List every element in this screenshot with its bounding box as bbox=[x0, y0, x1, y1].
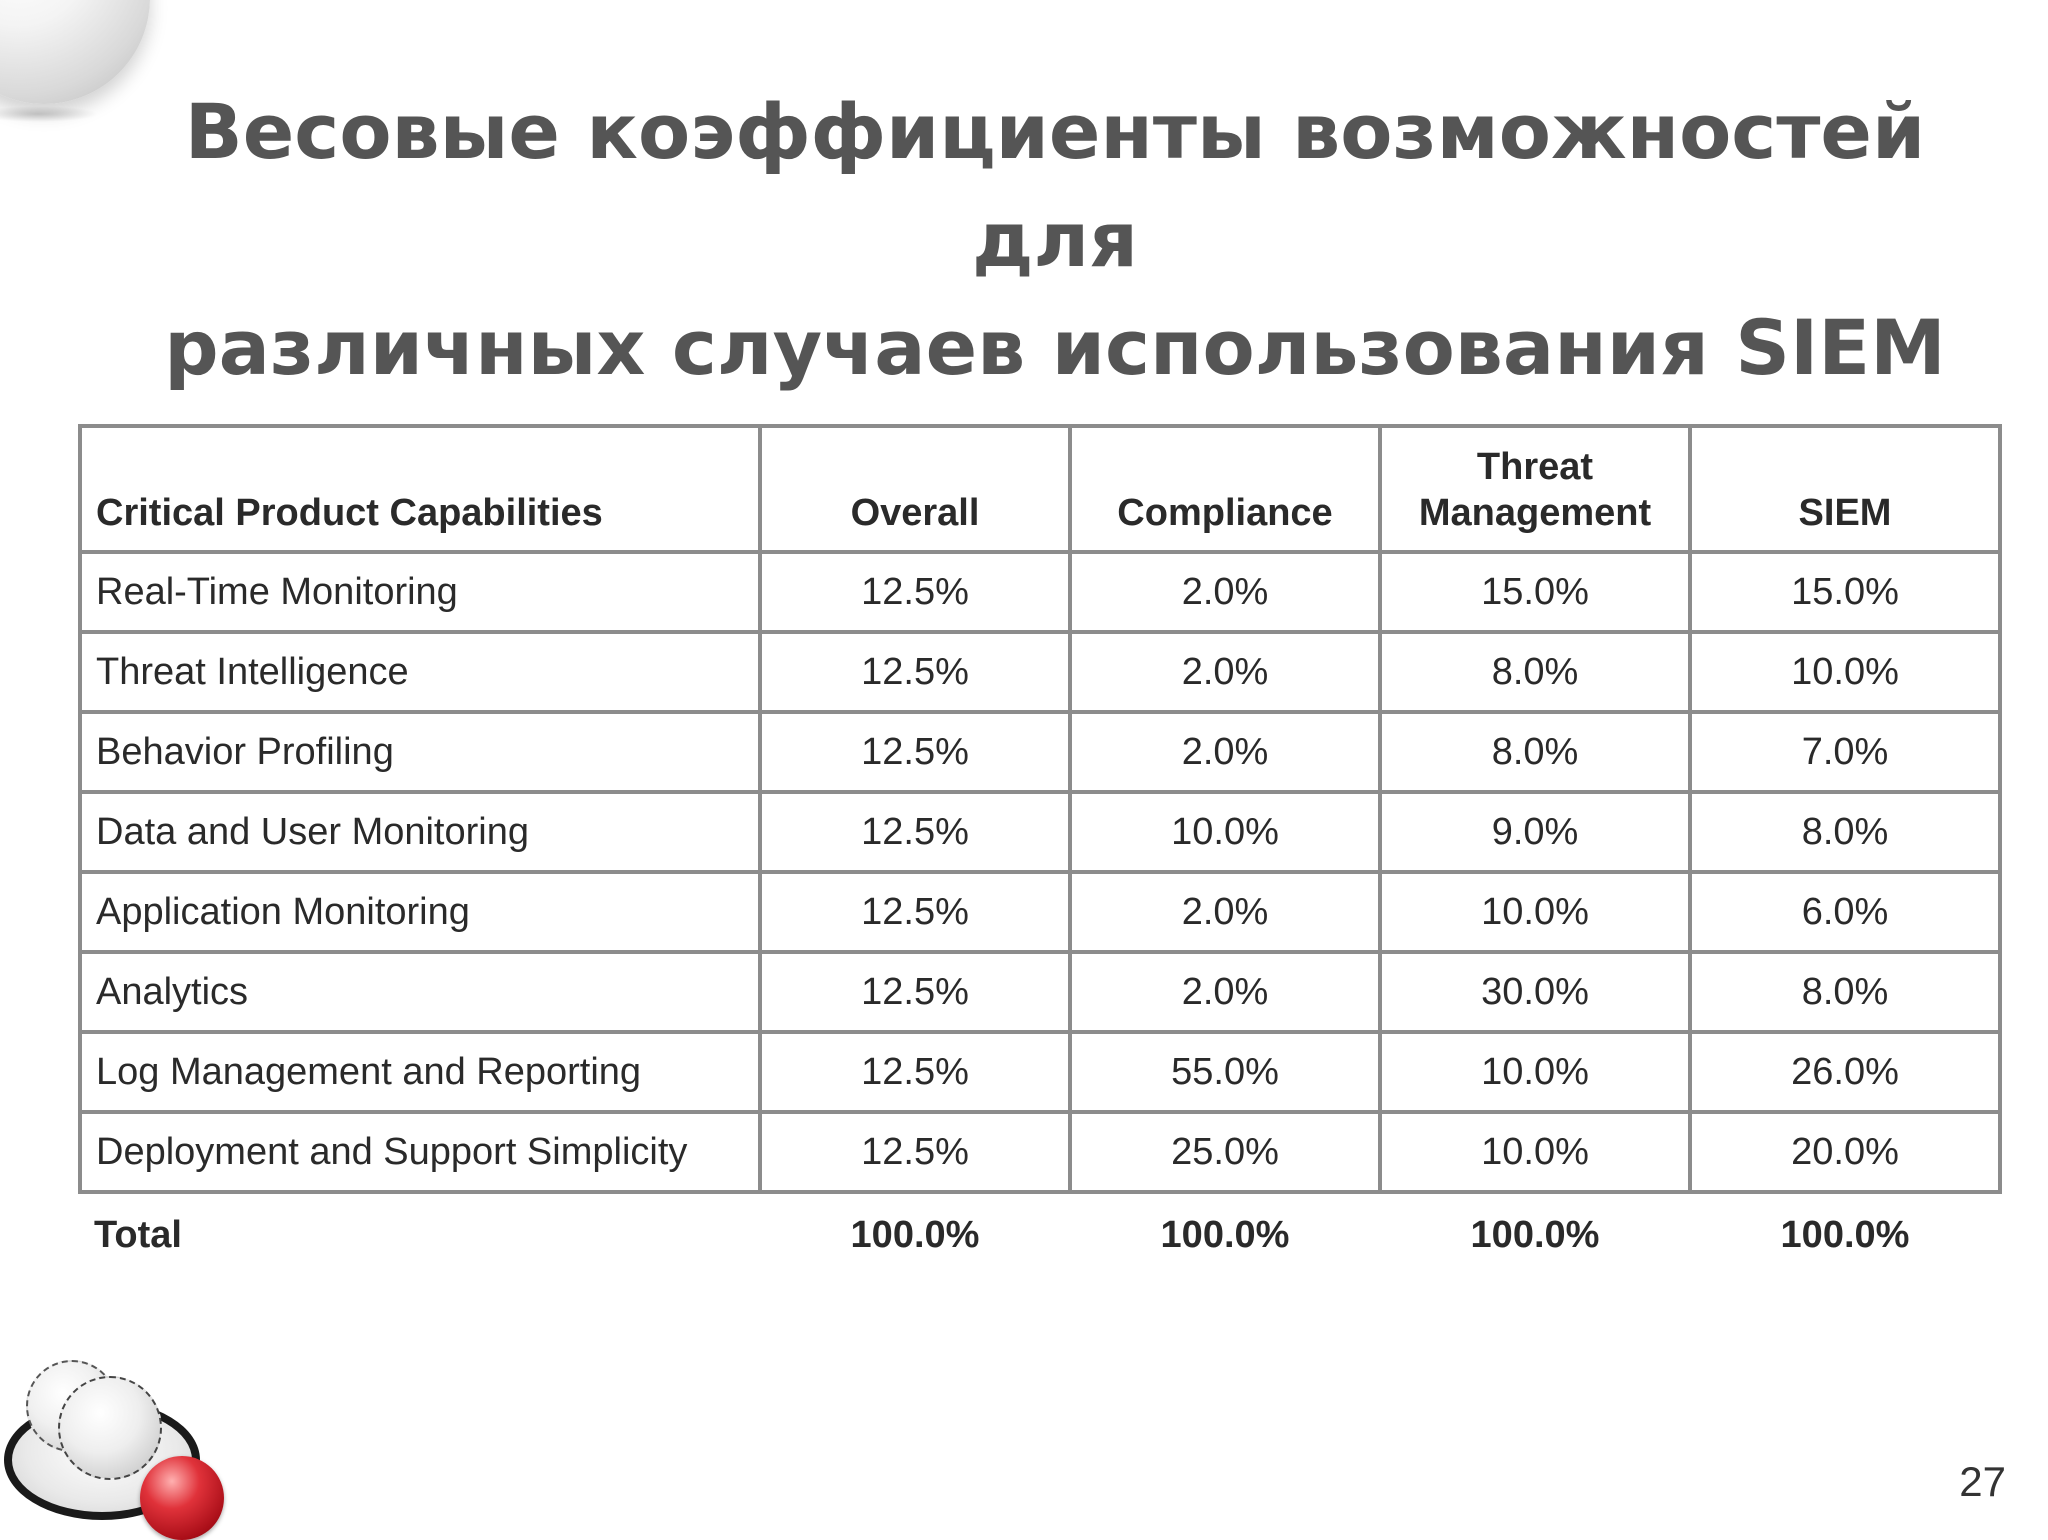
table-total-row bbox=[80, 1192, 2000, 1276]
header-capabilities: Critical Product Capabilities bbox=[80, 426, 760, 552]
decorative-red-sphere bbox=[140, 1456, 224, 1540]
header-overall: Overall bbox=[760, 426, 1070, 552]
capability-name: Application Monitoring bbox=[80, 872, 760, 952]
overall-value: 12.5% bbox=[760, 792, 1070, 872]
compliance-value: 2.0% bbox=[1070, 952, 1380, 1032]
siem-value: 26.0% bbox=[1690, 1032, 2000, 1112]
slide-title-line-2: различных случаев использования SIEM bbox=[164, 303, 1946, 392]
header-threat-management bbox=[1380, 426, 1690, 552]
compliance-value: 10.0% bbox=[1070, 792, 1380, 872]
capability-name: Deployment and Support Simplicity bbox=[80, 1112, 760, 1192]
slide-title bbox=[120, 78, 1990, 402]
overall-value: 12.5% bbox=[760, 1112, 1070, 1192]
header-threat-line-2: Management bbox=[1418, 492, 1652, 534]
threat-value: 8.0% bbox=[1380, 632, 1690, 712]
siem-value: 8.0% bbox=[1690, 792, 2000, 872]
capability-name: Analytics bbox=[80, 952, 760, 1032]
compliance-value: 2.0% bbox=[1070, 872, 1380, 952]
compliance-value: 2.0% bbox=[1070, 712, 1380, 792]
table-row bbox=[80, 872, 2000, 952]
siem-value: 10.0% bbox=[1690, 632, 2000, 712]
header-threat-line-1: Threat bbox=[1476, 446, 1594, 488]
header-siem: SIEM bbox=[1690, 426, 2000, 552]
threat-value: 9.0% bbox=[1380, 792, 1690, 872]
threat-value: 10.0% bbox=[1380, 1112, 1690, 1192]
table-row bbox=[80, 792, 2000, 872]
table-row bbox=[80, 1112, 2000, 1192]
threat-value: 30.0% bbox=[1380, 952, 1690, 1032]
total-overall: 100.0% bbox=[850, 1213, 980, 1256]
siem-value: 20.0% bbox=[1690, 1112, 2000, 1192]
siem-value: 8.0% bbox=[1690, 952, 2000, 1032]
capability-name: Data and User Monitoring bbox=[80, 792, 760, 872]
decorative-spheres-cluster bbox=[0, 1340, 240, 1536]
slide-title-line-1: Весовые коэффициенты возможностей для bbox=[184, 87, 1926, 284]
table-row bbox=[80, 1032, 2000, 1112]
threat-value: 8.0% bbox=[1380, 712, 1690, 792]
table-row bbox=[80, 952, 2000, 1032]
compliance-value: 55.0% bbox=[1070, 1032, 1380, 1112]
table-row bbox=[80, 712, 2000, 792]
capability-weights-table bbox=[78, 424, 2002, 1276]
decorative-white-sphere bbox=[58, 1376, 162, 1480]
siem-value: 7.0% bbox=[1690, 712, 2000, 792]
overall-value: 12.5% bbox=[760, 872, 1070, 952]
table-row bbox=[80, 632, 2000, 712]
total-siem: 100.0% bbox=[1780, 1213, 1910, 1256]
compliance-value: 25.0% bbox=[1070, 1112, 1380, 1192]
total-compliance: 100.0% bbox=[1160, 1213, 1290, 1256]
overall-value: 12.5% bbox=[760, 632, 1070, 712]
table-row bbox=[80, 552, 2000, 632]
capability-name: Threat Intelligence bbox=[80, 632, 760, 712]
compliance-value: 2.0% bbox=[1070, 552, 1380, 632]
siem-value: 15.0% bbox=[1690, 552, 2000, 632]
table-header-row bbox=[80, 426, 2000, 552]
threat-value: 10.0% bbox=[1380, 1032, 1690, 1112]
threat-value: 15.0% bbox=[1380, 552, 1690, 632]
compliance-value: 2.0% bbox=[1070, 632, 1380, 712]
overall-value: 12.5% bbox=[760, 952, 1070, 1032]
header-compliance: Compliance bbox=[1070, 426, 1380, 552]
capability-name: Log Management and Reporting bbox=[80, 1032, 760, 1112]
siem-value: 6.0% bbox=[1690, 872, 2000, 952]
page-number: 27 bbox=[1959, 1458, 2006, 1505]
capability-name: Real-Time Monitoring bbox=[80, 552, 760, 632]
capability-name: Behavior Profiling bbox=[80, 712, 760, 792]
overall-value: 12.5% bbox=[760, 1032, 1070, 1112]
total-label: Total bbox=[94, 1213, 182, 1256]
total-threat: 100.0% bbox=[1470, 1213, 1600, 1256]
threat-value: 10.0% bbox=[1380, 872, 1690, 952]
overall-value: 12.5% bbox=[760, 712, 1070, 792]
overall-value: 12.5% bbox=[760, 552, 1070, 632]
